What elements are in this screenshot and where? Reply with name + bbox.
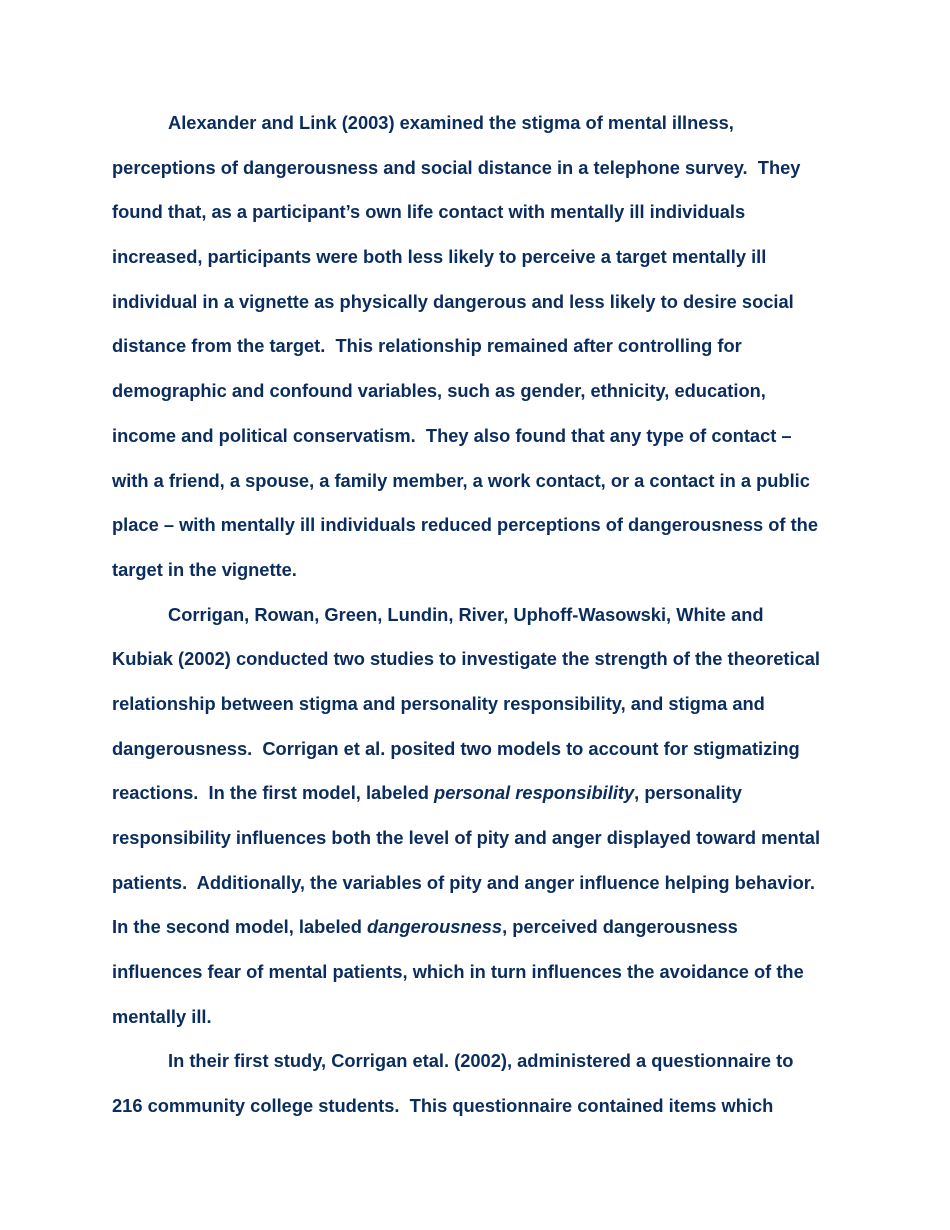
paragraph-1-line-3: [112, 190, 832, 235]
text-run: found that, as a participant’s own life contact with mentally ill individuals: [112, 201, 746, 223]
text-run: Corrigan, Rowan, Green, Lundin, River, Uphoff-Wasowski, White and: [168, 603, 764, 625]
text-run: patients. Additionally, the variables of pity and anger influence helping behavior.: [112, 871, 815, 893]
paragraph-3-line-2: [112, 1084, 832, 1129]
paragraph-2-line-8: [112, 905, 832, 950]
text-run: target in the vignette.: [112, 558, 297, 580]
text-run: income and political conservatism. They also found that any type of contact –: [112, 424, 792, 446]
text-run: responsibility influences both the level of pity and anger displayed toward mental: [112, 827, 821, 848]
text-run: In their first study, Corrigan etal. (2002), administered a questionnaire to: [168, 1050, 794, 1072]
paragraph-1-line-7: [112, 369, 832, 414]
paragraph-2-line-2: [112, 637, 832, 682]
text-run: demographic and confound variables, such as gender, ethnicity, education,: [112, 380, 766, 402]
text-run: , personality: [634, 782, 742, 804]
paragraph-1-line-9: [112, 459, 832, 504]
paragraph-1-line-10: [112, 503, 832, 548]
text-run: relationship between stigma and personality responsibility, and stigma and: [112, 692, 765, 714]
text-run: dangerousness. Corrigan et al. posited two models to account for stigmatizing: [112, 737, 800, 759]
paragraph-2-line-3: [112, 682, 832, 727]
paragraph-1-line-8: [112, 414, 832, 459]
body-text: [112, 101, 832, 1129]
paragraph-2-line-7: [112, 861, 832, 906]
text-run: place – with mentally ill individuals reduced perceptions of dangerousness of the: [112, 514, 819, 536]
text-run: perceptions of dangerousness and social distance in a telephone survey. They: [112, 156, 801, 178]
paragraph-2-line-4: [112, 727, 832, 772]
paragraph-1-line-1: [112, 101, 832, 146]
paragraph-1-line-2: [112, 146, 832, 191]
italic-term: personal responsibility: [434, 782, 635, 804]
text-run: , perceived dangerousness: [502, 916, 738, 938]
text-run: individual in a vignette as physically dangerous and less likely to desire social: [112, 290, 794, 312]
italic-term: dangerousness: [366, 916, 503, 938]
text-run: increased, participants were both less likely to perceive a target mentally ill: [112, 246, 767, 268]
paragraph-1-line-5: [112, 280, 832, 325]
paragraph-3-line-1: [112, 1039, 832, 1084]
text-run: 216 community college students. This questionnaire contained items which: [112, 1095, 774, 1117]
text-run: with a friend, a spouse, a family member, a work contact, or a contact in a public: [112, 469, 810, 491]
paragraph-2-line-9: [112, 950, 832, 995]
text-run: In the second model, labeled: [112, 916, 367, 938]
text-run: mentally ill.: [112, 1005, 212, 1027]
paragraph-1-line-6: [112, 324, 832, 369]
paragraph-1-line-4: [112, 235, 832, 280]
paragraph-2-line-1: [112, 593, 832, 638]
text-run: Kubiak (2002) conducted two studies to investigate the strength of the theoretical: [112, 648, 820, 670]
paragraph-1-line-11: [112, 548, 832, 593]
paragraph-2-line-5: [112, 771, 832, 816]
text-run: Alexander and Link (2003) examined the stigma of mental illness,: [168, 112, 734, 133]
text-run: reactions. In the first model, labeled: [112, 782, 435, 804]
paragraph-2-line-6: [112, 816, 832, 861]
paragraph-2-line-10: [112, 995, 832, 1040]
text-run: influences fear of mental patients, which in turn influences the avoidance of the: [112, 961, 804, 983]
text-run: distance from the target. This relationship remained after controlling for: [112, 335, 742, 357]
